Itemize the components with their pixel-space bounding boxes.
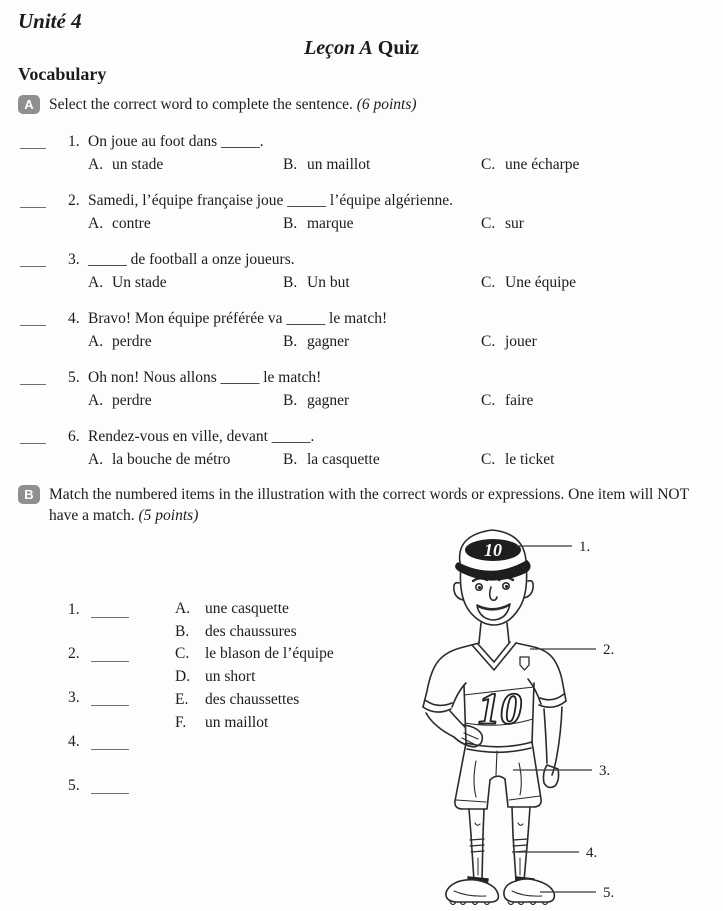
option-letter: B. <box>283 333 298 350</box>
option-letter: A. <box>88 215 104 232</box>
soccer-player-illustration <box>420 523 720 908</box>
match-answer-blank-5[interactable] <box>91 781 129 794</box>
player-jersey <box>423 643 566 787</box>
cap-number: 10 <box>484 540 502 560</box>
option-b <box>283 330 481 353</box>
options-row <box>88 212 723 235</box>
question-text: Oh non! Nous allons _____ le match! <box>88 369 322 386</box>
match-option-text: une casquette <box>205 600 289 617</box>
option-letter: B. <box>283 451 298 468</box>
section-b-points: (5 points) <box>138 507 199 524</box>
option-text: jouer <box>505 333 537 350</box>
section-b-instructions <box>49 484 699 526</box>
answer-blank-q4[interactable] <box>20 313 46 326</box>
option-text: Un but <box>307 274 350 291</box>
match-option-letter: B. <box>175 622 190 640</box>
question-text: Bravo! Mon équipe préférée va _____ le match! <box>88 310 388 327</box>
match-blank-number: 1. <box>68 601 80 618</box>
option-a <box>88 448 283 471</box>
option-a <box>88 212 283 235</box>
option-c <box>481 153 723 176</box>
option-c <box>481 212 723 235</box>
question-text: Samedi, l’équipe française joue _____ l’équipe algérienne. <box>88 192 453 209</box>
options-row <box>88 448 723 471</box>
option-letter: A. <box>88 156 104 173</box>
match-option-letter: A. <box>175 600 191 617</box>
question-4 <box>20 307 723 353</box>
section-a-points: (6 points) <box>356 96 417 113</box>
match-blank-row-1 <box>68 598 129 621</box>
option-text: une écharpe <box>505 156 580 173</box>
option-text: un maillot <box>307 156 371 173</box>
option-letter: C. <box>481 451 496 468</box>
illustration-label-1: 1. <box>579 539 591 555</box>
option-letter: C. <box>481 156 496 173</box>
option-letter: C. <box>481 392 496 409</box>
illustration-label-5: 5. <box>603 885 615 901</box>
match-answer-blank-3[interactable] <box>91 693 129 706</box>
option-letter: A. <box>88 333 104 350</box>
illustration-label-2: 2. <box>603 642 615 658</box>
section-b-body <box>0 526 723 909</box>
match-option-text: un short <box>205 668 256 686</box>
option-a <box>88 389 283 412</box>
option-c <box>481 448 723 471</box>
options-row <box>88 271 723 294</box>
answer-blank-q1[interactable] <box>20 136 46 149</box>
player-cap <box>456 530 530 580</box>
question-5 <box>20 366 723 412</box>
unit-title: Unité 4 <box>18 9 82 33</box>
match-blank-row-2 <box>68 642 129 665</box>
player-shoes <box>446 877 554 905</box>
section-a-instruction-text: Select the correct word to complete the sentence. <box>49 96 353 113</box>
section-a-header <box>18 94 705 115</box>
question-number: 5. <box>68 369 80 386</box>
option-text: la casquette <box>307 451 380 468</box>
option-a <box>88 153 283 176</box>
option-text: marque <box>307 215 354 232</box>
answer-blank-q3[interactable] <box>20 254 46 267</box>
question-number: 3. <box>68 251 80 268</box>
option-letter: B. <box>283 274 298 291</box>
match-option-a <box>175 598 334 621</box>
question-number: 2. <box>68 192 80 209</box>
question-text: Rendez-vous en ville, devant _____. <box>88 428 315 445</box>
quiz-title-suffix: Quiz <box>377 37 419 59</box>
option-text: Un stade <box>112 274 167 291</box>
match-answer-blank-2[interactable] <box>91 649 129 662</box>
match-blank-number: 3. <box>68 689 80 706</box>
question-number: 1. <box>68 133 80 150</box>
option-letter: B. <box>283 392 298 409</box>
option-letter: C. <box>481 215 496 232</box>
answer-blank-q2[interactable] <box>20 195 46 208</box>
section-b-instruction-text: Match the numbered items in the illustration with the correct words or expressions. One item will NOT have a match. <box>49 486 689 524</box>
quiz-title <box>0 37 723 60</box>
question-3 <box>20 248 723 294</box>
options-row <box>88 153 723 176</box>
option-text: faire <box>505 392 534 409</box>
match-blank-row-5 <box>68 774 129 797</box>
option-c <box>481 271 723 294</box>
option-text: perdre <box>112 333 152 350</box>
match-option-text: des chaussettes <box>205 690 300 708</box>
match-option-letter: D. <box>175 668 191 686</box>
match-option-text: des chaussures <box>205 622 297 640</box>
question-6 <box>20 425 723 471</box>
option-text: sur <box>505 215 524 232</box>
question-2 <box>20 189 723 235</box>
match-blank-row-3 <box>68 686 129 709</box>
section-b-header <box>18 484 705 526</box>
option-letter: A. <box>88 451 104 468</box>
option-b <box>283 212 481 235</box>
option-letter: B. <box>283 215 298 232</box>
jersey-number: 10 <box>478 684 522 733</box>
option-text: gagner <box>307 333 350 350</box>
question-text: On joue au foot dans _____. <box>88 133 264 150</box>
match-blanks-list <box>68 598 129 818</box>
option-text: perdre <box>112 392 152 409</box>
section-a-instructions <box>49 94 417 115</box>
question-number: 6. <box>68 428 80 445</box>
player-neck <box>472 623 516 670</box>
option-a <box>88 271 283 294</box>
question-text: _____ de football a onze joueurs. <box>88 251 295 268</box>
option-b <box>283 153 481 176</box>
option-letter: B. <box>283 156 298 173</box>
match-answer-blank-1[interactable] <box>91 605 129 618</box>
vocabulary-heading: Vocabulary <box>18 64 107 84</box>
option-letter: C. <box>481 274 496 291</box>
match-option-e <box>175 689 334 712</box>
match-blank-number: 5. <box>68 777 80 794</box>
option-b <box>283 389 481 412</box>
player-socks <box>469 807 530 881</box>
question-number: 4. <box>68 310 80 327</box>
match-option-f <box>175 712 334 735</box>
option-text: le ticket <box>505 451 555 468</box>
option-c <box>481 330 723 353</box>
section-a-badge: A <box>18 95 40 114</box>
match-option-c <box>175 643 334 666</box>
option-c <box>481 389 723 412</box>
match-blank-number: 2. <box>68 645 80 662</box>
option-b <box>283 448 481 471</box>
option-text: gagner <box>307 392 350 409</box>
option-letter: A. <box>88 392 104 409</box>
match-option-letter: E. <box>175 690 189 708</box>
match-blank-row-4 <box>68 730 129 753</box>
option-text: Une équipe <box>505 274 577 291</box>
section-a-questions <box>0 130 723 471</box>
answer-blank-q5[interactable] <box>20 372 46 385</box>
options-row <box>88 389 723 412</box>
option-b <box>283 271 481 294</box>
illustration-labels <box>579 539 614 901</box>
match-option-b <box>175 621 334 644</box>
question-1 <box>20 130 723 176</box>
option-text: contre <box>112 215 151 232</box>
quiz-title-lesson: Leçon A <box>304 37 373 59</box>
match-blank-number: 4. <box>68 733 80 750</box>
answer-blank-q6[interactable] <box>20 431 46 444</box>
match-option-letter: F. <box>175 713 187 731</box>
option-letter: A. <box>88 274 104 291</box>
match-option-text: le blason de l’équipe <box>205 645 334 663</box>
illustration-label-4: 4. <box>586 845 598 861</box>
option-letter: C. <box>481 333 496 350</box>
match-answer-blank-4[interactable] <box>91 737 129 750</box>
match-options-list <box>175 598 334 734</box>
match-option-letter: C. <box>175 645 190 663</box>
section-b-badge: B <box>18 485 40 504</box>
illustration-label-3: 3. <box>599 763 611 779</box>
match-option-text: un maillot <box>205 713 269 731</box>
options-row <box>88 330 723 353</box>
match-option-d <box>175 666 334 689</box>
option-a <box>88 330 283 353</box>
option-text: un stade <box>112 156 164 173</box>
option-text: la bouche de métro <box>112 451 231 468</box>
